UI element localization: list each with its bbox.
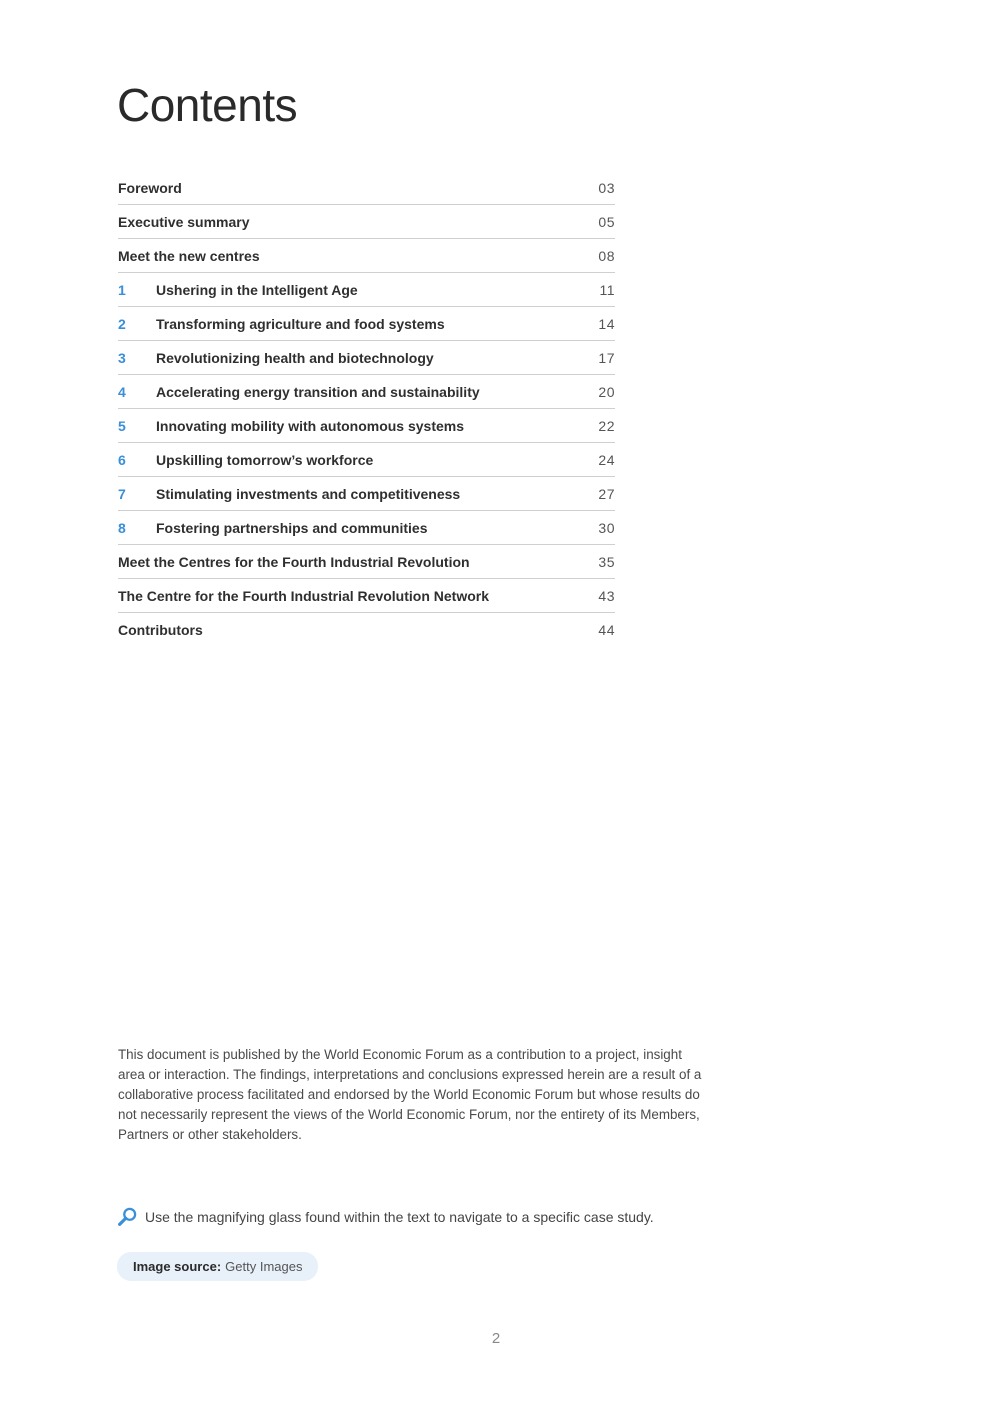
image-source-value: Getty Images [225, 1259, 303, 1274]
toc-entry-page: 03 [598, 179, 615, 196]
image-source-label: Image source: [133, 1259, 222, 1274]
toc-entry-title: Contributors [118, 621, 203, 638]
toc-entry-executive-summary[interactable] [118, 205, 615, 239]
toc-entry-chapter-1[interactable] [118, 273, 615, 307]
toc-entry-title: Transforming agriculture and food systems [156, 315, 445, 332]
toc-entry-chapter-3[interactable] [118, 341, 615, 375]
toc-entry-page: 20 [598, 383, 615, 400]
toc-entry-title: Fostering partnerships and communities [156, 519, 428, 536]
toc-entry-number: 3 [118, 349, 126, 366]
image-source-badge [117, 1252, 318, 1281]
toc-entry-number: 2 [118, 315, 126, 332]
toc-entry-chapter-5[interactable] [118, 409, 615, 443]
toc-entry-contributors[interactable] [118, 613, 615, 646]
toc-entry-chapter-8[interactable] [118, 511, 615, 545]
toc-entry-page: 30 [598, 519, 615, 536]
toc-entry-chapter-6[interactable] [118, 443, 615, 477]
toc-entry-page: 27 [598, 485, 615, 502]
navigation-hint [117, 1206, 654, 1227]
magnifying-glass-icon [117, 1206, 138, 1227]
toc-entry-number: 6 [118, 451, 126, 468]
toc-entry-page: 08 [598, 247, 615, 264]
toc-entry-number: 4 [118, 383, 126, 400]
toc-entry-page: 11 [599, 281, 615, 298]
toc-entry-foreword[interactable] [118, 171, 615, 205]
toc-entry-page: 17 [598, 349, 615, 366]
toc-entry-chapter-2[interactable] [118, 307, 615, 341]
toc-entry-page: 35 [598, 553, 615, 570]
toc-entry-page: 22 [598, 417, 615, 434]
table-of-contents [118, 171, 615, 646]
page-number: 2 [491, 1330, 501, 1347]
toc-entry-title: Accelerating energy transition and sustainability [156, 383, 480, 400]
toc-entry-title: Upskilling tomorrow’s workforce [156, 451, 374, 468]
toc-entry-page: 14 [598, 315, 615, 332]
toc-entry-title: Meet the Centres for the Fourth Industrial Revolution [118, 553, 470, 570]
toc-entry-number: 1 [118, 281, 126, 298]
navigation-hint-text: Use the magnifying glass found within the text to navigate to a specific case study. [145, 1208, 654, 1225]
toc-entry-title: Revolutionizing health and biotechnology [156, 349, 434, 366]
toc-entry-meet-new-centres[interactable] [118, 239, 615, 273]
toc-entry-number: 8 [118, 519, 126, 536]
toc-entry-number: 7 [118, 485, 126, 502]
toc-entry-chapter-4[interactable] [118, 375, 615, 409]
toc-entry-title: Stimulating investments and competitiveness [156, 485, 461, 502]
toc-entry-page: 44 [598, 621, 615, 638]
toc-entry-meet-the-centres[interactable] [118, 545, 615, 579]
toc-entry-title: Ushering in the Intelligent Age [156, 281, 358, 298]
toc-entry-page: 05 [598, 213, 615, 230]
toc-entry-number: 5 [118, 417, 126, 434]
toc-entry-chapter-7[interactable] [118, 477, 615, 511]
toc-entry-page: 43 [598, 587, 615, 604]
page-title: Contents [117, 79, 298, 131]
toc-entry-title: Meet the new centres [118, 247, 260, 264]
toc-entry-network[interactable] [118, 579, 615, 613]
toc-entry-title: The Centre for the Fourth Industrial Revolution Network [118, 587, 490, 604]
toc-entry-page: 24 [598, 451, 615, 468]
toc-entry-title: Innovating mobility with autonomous systems [156, 417, 465, 434]
disclaimer-text: This document is published by the World Economic Forum as a contribution to a project, insight area or interaction. The findings, interpretations and conclusions expressed herein are a result of a collaborative process facilitated and endorsed by the World Economic Forum but whose results do not necessarily represent the views of the World Economic Forum, nor the entirety of its Members, Partners or other stakeholders. [118, 1047, 702, 1142]
toc-entry-title: Foreword [118, 179, 182, 196]
toc-entry-title: Executive summary [118, 213, 250, 230]
